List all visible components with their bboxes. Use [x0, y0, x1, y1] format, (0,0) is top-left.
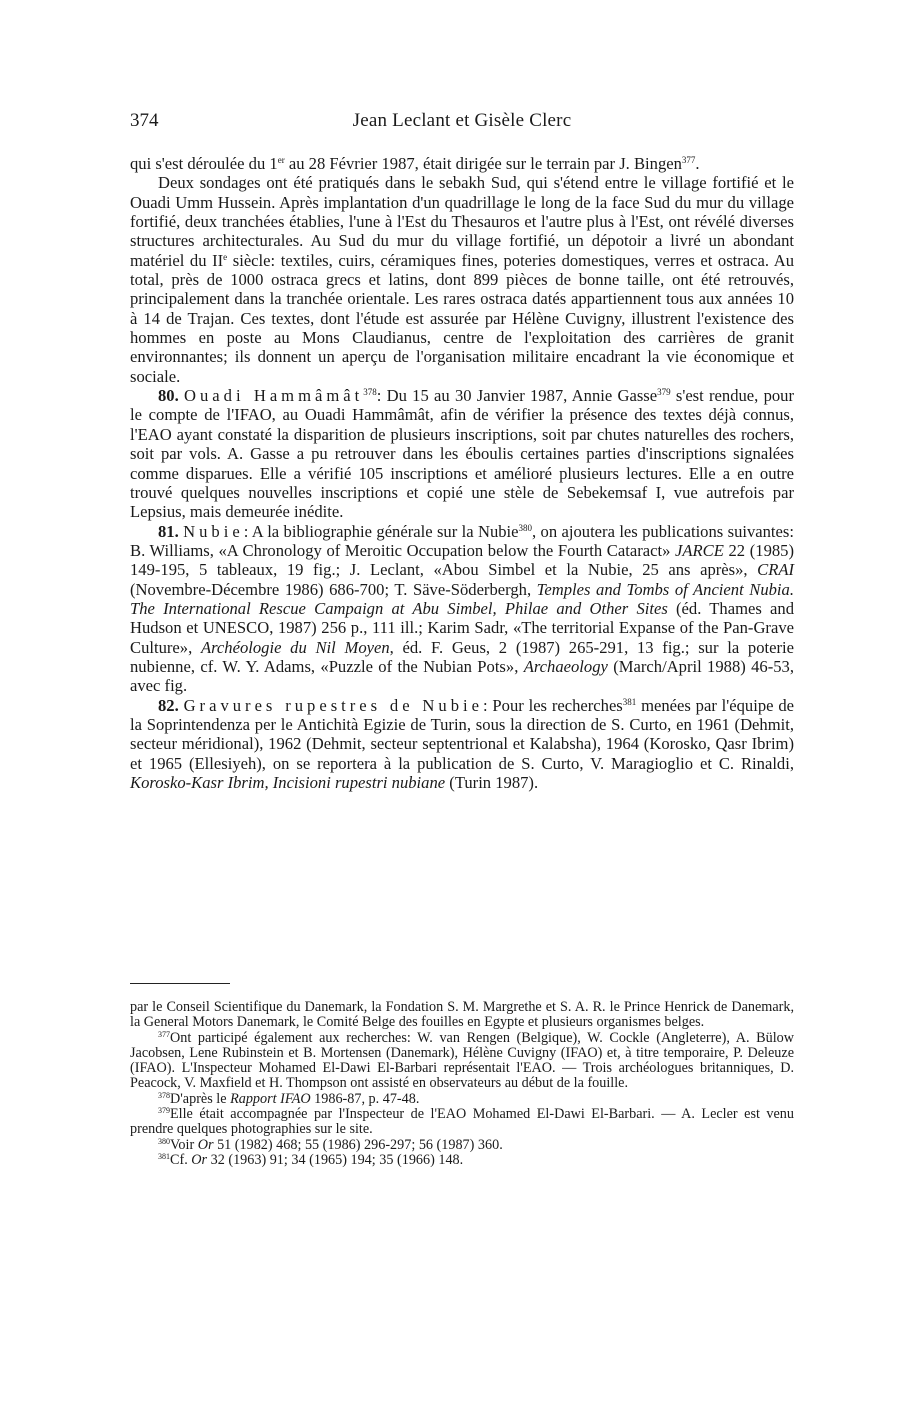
footnote-number: 378 — [158, 1090, 170, 1100]
text: , on ajoutera les publications suivantes: B. Williams, «A Chronology of Meroitic Occupation below the Fourth Cataract» — [130, 521, 794, 560]
text: 32 (1963) 91; 34 (1965) 194; 35 (1966) 148. — [207, 1151, 464, 1168]
footnote-378 — [130, 1092, 794, 1107]
section-81 — [130, 522, 794, 696]
italic-title: Or — [191, 1151, 208, 1168]
footnote-number: 380 — [158, 1136, 170, 1146]
italic-title: Korosko-Kasr Ibrim, Incisioni rupestri nubiane — [130, 773, 446, 792]
italic-title: Archéologie du Nil Moyen — [200, 637, 390, 657]
text: (March/April 1988) 46-53, avec fig. — [130, 656, 794, 696]
superscript: er — [277, 155, 285, 165]
text: : Pour les recherches — [482, 695, 623, 715]
main-text — [130, 154, 794, 792]
text: Cf. — [170, 1151, 192, 1168]
paragraph-sondages — [130, 173, 794, 386]
footnote-number: 379 — [158, 1106, 170, 1116]
text: Voir — [170, 1136, 198, 1153]
italic-title: Or — [197, 1136, 214, 1153]
running-title: Jean Leclant et Gisèle Clerc — [352, 110, 572, 131]
footnotes — [130, 1000, 794, 1168]
text: : Du 15 au 30 Janvier 1987, Annie Gasse — [376, 386, 658, 406]
text: (Novembre-Décembre 1986) 686-700; T. Säve-Söderbergh, — [130, 579, 537, 599]
text: Ont participé également aux recherches: W. van Rengen (Belgique), W. Cockle (Angleterre), A. Bülow Jacobsen, Lene Rubinstein et B. Mortensen (Danemark), Hélène Cuvigny (IFAO) et, à titre temporaire, P. Deleuze (IFAO). L'Inspecteur Mohamed El-Dawi El-Barbari représentait l'EAO. — Trois archéologues britanniques, D. Peacock, V. Maxfield et H. Thompson ont assisté en observateurs au début de la fouille. — [130, 1029, 794, 1092]
footnote-ref: 377 — [681, 155, 696, 165]
text: 22 (1985) 149-195, 5 tableaux, 19 fig.; J. Leclant, «Abou Simbel et la Nubie, 25 ans après», — [130, 540, 794, 580]
footnote-ref: 381 — [622, 696, 637, 707]
text: (Turin 1987). — [445, 773, 539, 792]
italic-title: Rapport IFAO — [230, 1090, 311, 1107]
footnote-381 — [130, 1153, 794, 1168]
italic-title: CRAI — [757, 560, 794, 580]
page-header — [130, 110, 794, 136]
text: qui s'est déroulée du 1 — [130, 154, 278, 173]
footnote-continued: par le Conseil Scientifique du Danemark, la Fondation S. M. Margrethe et S. A. R. le Prince Henrick de Danemark, la General Motors Danemark, le Comité Belge des fouilles en Egypte et plusieurs organismes belges. — [130, 999, 794, 1031]
text: au 28 Février 1987, était dirigée sur le terrain par J. Bingen — [284, 154, 682, 173]
footnote-ref: 379 — [657, 387, 671, 398]
text: menées par l'équipe de la Soprintendenza per le Antichità Egizie de Turin, sous la direction de S. Curto, en 1961 (Dehmit, secteur méridional), 1962 (Dehmit, secteur septentrional et Kalabsha), 1964 (Korosko, Qasr Ibrim) et 1965 (Ellesiyeh), on se reportera à la publication de S. Curto, V. Maragioglio et C. Rinaldi, — [130, 695, 794, 773]
section-number: 81. — [158, 521, 179, 541]
section-heading: Gravures rupestres de Nubie — [183, 695, 483, 715]
superscript: e — [223, 251, 228, 262]
paragraph-continued — [130, 154, 794, 173]
text: 1986-87, p. 47-48. — [310, 1090, 420, 1107]
text: D'après le — [170, 1090, 231, 1107]
footnote-number: 381 — [158, 1151, 170, 1161]
text: siècle: textiles, cuirs, céramiques fines, poteries domestiques, verres et ostraca. Au total, près de 1000 ostraca grecs et latins, dont 899 pièces de bonne taille, ont été retrouvés, principalement dans la tranchée orientale. Les rares ostraca datés appartiennent tous aux années 10 à 14 de Trajan. Ces textes, dont l'étude est assurée par Hélène Cuvigny, illustrent l'existence des hommes en poste au Mons Claudianus, centre de l'exploitation des carrières de granit environnantes; ils donnent un aperçu de l'organisation militaire encadrant la vie économique et sociale. — [130, 250, 794, 386]
section-heading: Nubie — [183, 521, 244, 541]
footnote-377 — [130, 1031, 794, 1092]
text: , éd. F. Geus, 2 (1987) 265-291, 13 fig.; sur la poterie nubienne, cf. W. Y. Adams, «Puzzle of the Nubian Pots», — [130, 637, 794, 676]
italic-title: Temples and Tombs of Ancient Nubia. The International Rescue Campaign at Abu Simbel, Philae and Other Sites — [130, 579, 794, 618]
text: Deux sondages ont été pratiqués dans le sebakh Sud, qui s'étend entre le village fortifié et le Ouadi Umm Hussein. Après implantation d'un quadrillage le long de la face Sud du mur du village fortifié, deux tranchées établies, l'une à l'Est du Thesauros et l'autre plus à l'Est, ont révélé diverses structures architecturales. Au Sud du mur du village fortifié, un dépotoir a livré un abondant matériel du II — [130, 173, 794, 270]
text: s'est rendue, pour le compte de l'IFAO, au Ouadi Hammâmât, afin de vérifier la présence des textes déjà connus, l'EAO ayant constaté la disparition de plusieurs inscriptions, soit par chutes naturelles des rochers, soit par vols. A. Gasse a pu retrouver dans les éboulis certaines parties d'inscriptions signalées comme disparues. Elle a vérifié 105 inscriptions et amélioré plusieurs lectures. Elle a en outre trouvé quelques nouvelles inscriptions et copié une stèle de Sebekemsaf I, vue autrefois par Lepsius, mais demeurée inédite. — [130, 386, 794, 522]
footnote-ref: 380 — [518, 522, 533, 533]
page-number: 374 — [130, 110, 159, 131]
text: . — [695, 154, 700, 173]
section-80 — [130, 386, 794, 521]
section-number: 82. — [158, 695, 179, 715]
italic-title: Archaeology — [523, 656, 608, 676]
footnote-number: 377 — [158, 1029, 170, 1039]
section-heading: Ouadi Hammâmât — [184, 386, 364, 406]
footnote-379 — [130, 1107, 794, 1138]
text: : A la bibliographie générale sur la Nubie — [243, 521, 519, 541]
text: 51 (1982) 468; 55 (1986) 296-297; 56 (1987) 360. — [213, 1136, 503, 1153]
section-number: 80. — [158, 386, 179, 406]
section-82 — [130, 696, 794, 793]
footnote-ref: 378 — [363, 387, 377, 398]
text: Elle était accompagnée par l'Inspecteur de l'EAO Mohamed El-Dawi El-Barbari. — A. Lecler est venu prendre quelques photographies sur le site. — [130, 1106, 794, 1138]
footnote-separator — [130, 983, 230, 984]
text: (éd. Thames and Hudson et UNESCO, 1987) 256 p., 111 ill.; Karim Sadr, «The territorial Expanse of the Pan-Grave Culture», — [130, 598, 794, 657]
footnote-380 — [130, 1138, 794, 1153]
italic-title: JARCE — [675, 540, 724, 560]
